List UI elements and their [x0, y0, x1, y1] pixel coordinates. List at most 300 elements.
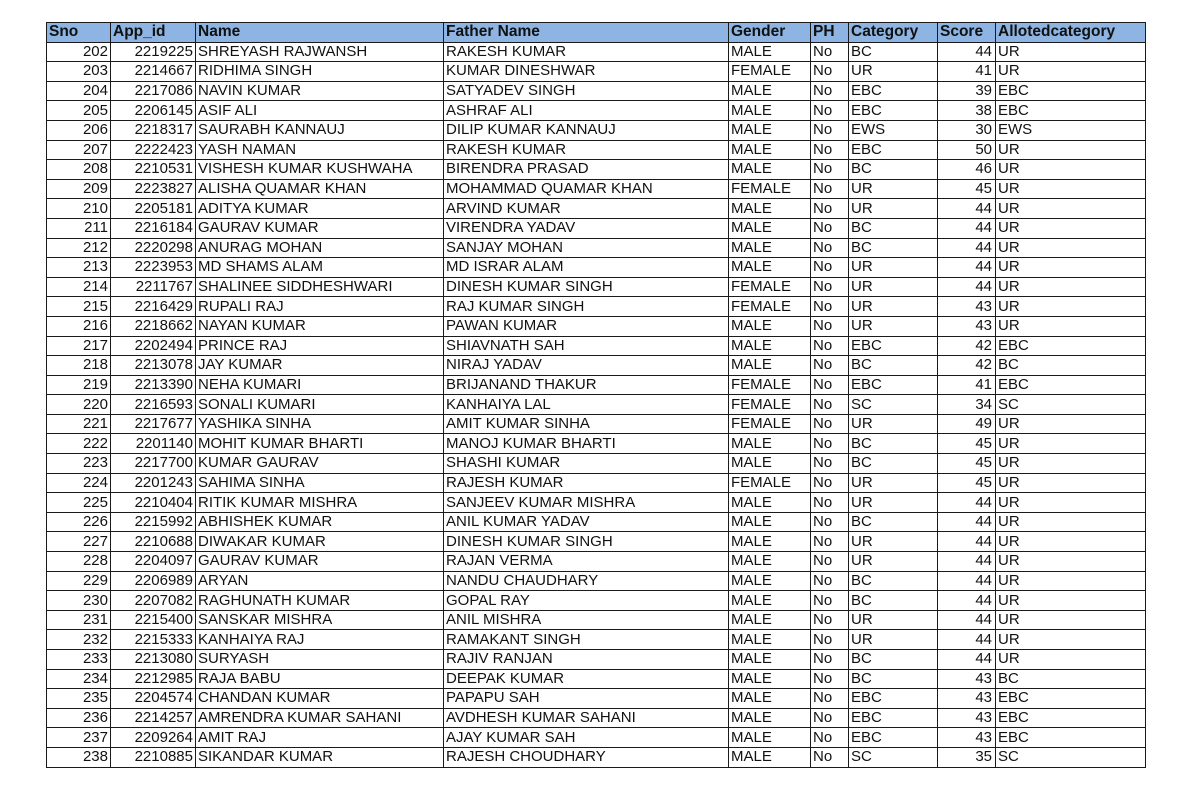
category-cell: BC [849, 218, 938, 238]
table-row [47, 120, 1146, 140]
father-name-cell: PAWAN KUMAR [444, 316, 729, 336]
name-cell: AMRENDRA KUMAR SAHANI [196, 708, 444, 728]
name-cell: ABHISHEK KUMAR [196, 512, 444, 532]
ph-cell: No [811, 669, 849, 689]
score-cell: 41 [938, 62, 996, 82]
app-id-cell: 2215333 [111, 630, 196, 650]
father-name-cell: DINESH KUMAR SINGH [444, 532, 729, 552]
name-cell: DIWAKAR KUMAR [196, 532, 444, 552]
father-name-cell: AJAY KUMAR SAH [444, 728, 729, 748]
table-row [47, 650, 1146, 670]
sno-cell: 210 [47, 199, 111, 219]
merit-list-table [46, 22, 1146, 768]
category-cell: EBC [849, 689, 938, 709]
father-name-cell: NANDU CHAUDHARY [444, 571, 729, 591]
name-cell: RUPALI RAJ [196, 297, 444, 317]
name-cell: SHREYASH RAJWANSH [196, 42, 444, 62]
name-cell: ADITYA KUMAR [196, 199, 444, 219]
ph-cell: No [811, 81, 849, 101]
app-id-cell: 2217677 [111, 414, 196, 434]
ph-cell: No [811, 316, 849, 336]
gender-cell: MALE [729, 669, 811, 689]
name-cell: GAURAV KUMAR [196, 218, 444, 238]
alloted-category-cell: UR [996, 454, 1146, 474]
name-cell: RITIK KUMAR MISHRA [196, 493, 444, 513]
app-id-cell: 2216184 [111, 218, 196, 238]
app-id-cell: 2214257 [111, 708, 196, 728]
father-name-cell: SANJEEV KUMAR MISHRA [444, 493, 729, 513]
category-cell: BC [849, 650, 938, 670]
app-id-cell: 2214667 [111, 62, 196, 82]
gender-cell: MALE [729, 532, 811, 552]
app-id-cell: 2207082 [111, 591, 196, 611]
app-id-cell: 2215400 [111, 610, 196, 630]
app-id-cell: 2206989 [111, 571, 196, 591]
gender-cell: MALE [729, 650, 811, 670]
ph-cell: No [811, 238, 849, 258]
score-cell: 30 [938, 120, 996, 140]
name-cell: GAURAV KUMAR [196, 552, 444, 572]
category-cell: BC [849, 454, 938, 474]
category-cell: UR [849, 414, 938, 434]
alloted-category-cell: UR [996, 62, 1146, 82]
father-name-cell: RAJ KUMAR SINGH [444, 297, 729, 317]
table-row [47, 140, 1146, 160]
sno-cell: 220 [47, 395, 111, 415]
table-row [47, 179, 1146, 199]
ph-cell: No [811, 375, 849, 395]
gender-cell: MALE [729, 356, 811, 376]
score-cell: 44 [938, 493, 996, 513]
father-name-cell: ARVIND KUMAR [444, 199, 729, 219]
app-id-cell: 2223827 [111, 179, 196, 199]
father-name-cell: ANIL MISHRA [444, 610, 729, 630]
column-header-name: Name [196, 23, 444, 43]
table-row [47, 591, 1146, 611]
table-row [47, 493, 1146, 513]
sno-cell: 204 [47, 81, 111, 101]
ph-cell: No [811, 493, 849, 513]
sno-cell: 231 [47, 610, 111, 630]
name-cell: CHANDAN KUMAR [196, 689, 444, 709]
name-cell: SONALI KUMARI [196, 395, 444, 415]
name-cell: RAGHUNATH KUMAR [196, 591, 444, 611]
sno-cell: 209 [47, 179, 111, 199]
alloted-category-cell: UR [996, 552, 1146, 572]
father-name-cell: BIRENDRA PRASAD [444, 160, 729, 180]
column-header-ph: PH [811, 23, 849, 43]
category-cell: BC [849, 669, 938, 689]
sno-cell: 227 [47, 532, 111, 552]
score-cell: 44 [938, 552, 996, 572]
table-row [47, 258, 1146, 278]
alloted-category-cell: UR [996, 591, 1146, 611]
app-id-cell: 2211767 [111, 277, 196, 297]
category-cell: BC [849, 356, 938, 376]
score-cell: 44 [938, 571, 996, 591]
sno-cell: 217 [47, 336, 111, 356]
column-header-category: Category [849, 23, 938, 43]
alloted-category-cell: UR [996, 258, 1146, 278]
category-cell: UR [849, 258, 938, 278]
table-row [47, 62, 1146, 82]
score-cell: 44 [938, 218, 996, 238]
app-id-cell: 2218662 [111, 316, 196, 336]
gender-cell: MALE [729, 42, 811, 62]
ph-cell: No [811, 728, 849, 748]
table-row [47, 532, 1146, 552]
sno-cell: 208 [47, 160, 111, 180]
table-row [47, 552, 1146, 572]
gender-cell: FEMALE [729, 414, 811, 434]
gender-cell: FEMALE [729, 277, 811, 297]
table-row [47, 708, 1146, 728]
score-cell: 39 [938, 81, 996, 101]
name-cell: SAHIMA SINHA [196, 473, 444, 493]
sno-cell: 212 [47, 238, 111, 258]
father-name-cell: DILIP KUMAR KANNAUJ [444, 120, 729, 140]
alloted-category-cell: UR [996, 650, 1146, 670]
name-cell: ASIF ALI [196, 101, 444, 121]
category-cell: EBC [849, 708, 938, 728]
father-name-cell: ASHRAF ALI [444, 101, 729, 121]
father-name-cell: RAKESH KUMAR [444, 140, 729, 160]
alloted-category-cell: UR [996, 630, 1146, 650]
gender-cell: FEMALE [729, 62, 811, 82]
score-cell: 43 [938, 689, 996, 709]
table-row [47, 238, 1146, 258]
category-cell: EBC [849, 101, 938, 121]
alloted-category-cell: UR [996, 473, 1146, 493]
category-cell: UR [849, 630, 938, 650]
score-cell: 41 [938, 375, 996, 395]
category-cell: UR [849, 610, 938, 630]
gender-cell: MALE [729, 238, 811, 258]
table-row [47, 610, 1146, 630]
gender-cell: MALE [729, 316, 811, 336]
app-id-cell: 2223953 [111, 258, 196, 278]
alloted-category-cell: UR [996, 297, 1146, 317]
ph-cell: No [811, 199, 849, 219]
score-cell: 45 [938, 434, 996, 454]
father-name-cell: MANOJ KUMAR BHARTI [444, 434, 729, 454]
category-cell: EWS [849, 120, 938, 140]
app-id-cell: 2216593 [111, 395, 196, 415]
app-id-cell: 2217700 [111, 454, 196, 474]
father-name-cell: KANHAIYA LAL [444, 395, 729, 415]
alloted-category-cell: SC [996, 747, 1146, 767]
table-row [47, 160, 1146, 180]
score-cell: 35 [938, 747, 996, 767]
alloted-category-cell: UR [996, 571, 1146, 591]
category-cell: BC [849, 571, 938, 591]
score-cell: 46 [938, 160, 996, 180]
app-id-cell: 2218317 [111, 120, 196, 140]
score-cell: 44 [938, 42, 996, 62]
gender-cell: MALE [729, 140, 811, 160]
app-id-cell: 2213080 [111, 650, 196, 670]
ph-cell: No [811, 630, 849, 650]
table-row [47, 218, 1146, 238]
father-name-cell: ANIL KUMAR YADAV [444, 512, 729, 532]
category-cell: UR [849, 199, 938, 219]
app-id-cell: 2212985 [111, 669, 196, 689]
table-row [47, 473, 1146, 493]
sno-cell: 218 [47, 356, 111, 376]
category-cell: SC [849, 395, 938, 415]
ph-cell: No [811, 454, 849, 474]
table-row [47, 512, 1146, 532]
score-cell: 44 [938, 591, 996, 611]
alloted-category-cell: BC [996, 356, 1146, 376]
ph-cell: No [811, 258, 849, 278]
category-cell: UR [849, 493, 938, 513]
app-id-cell: 2210688 [111, 532, 196, 552]
score-cell: 44 [938, 258, 996, 278]
gender-cell: FEMALE [729, 375, 811, 395]
father-name-cell: RAMAKANT SINGH [444, 630, 729, 650]
score-cell: 43 [938, 316, 996, 336]
table-row [47, 454, 1146, 474]
gender-cell: MALE [729, 708, 811, 728]
sno-cell: 233 [47, 650, 111, 670]
gender-cell: FEMALE [729, 395, 811, 415]
ph-cell: No [811, 218, 849, 238]
father-name-cell: AVDHESH KUMAR SAHANI [444, 708, 729, 728]
app-id-cell: 2202494 [111, 336, 196, 356]
gender-cell: MALE [729, 454, 811, 474]
name-cell: MD SHAMS ALAM [196, 258, 444, 278]
sno-cell: 224 [47, 473, 111, 493]
alloted-category-cell: UR [996, 610, 1146, 630]
alloted-category-cell: UR [996, 414, 1146, 434]
alloted-category-cell: UR [996, 42, 1146, 62]
father-name-cell: SHASHI KUMAR [444, 454, 729, 474]
score-cell: 38 [938, 101, 996, 121]
ph-cell: No [811, 689, 849, 709]
gender-cell: MALE [729, 689, 811, 709]
alloted-category-cell: UR [996, 532, 1146, 552]
category-cell: EBC [849, 336, 938, 356]
alloted-category-cell: UR [996, 160, 1146, 180]
score-cell: 44 [938, 512, 996, 532]
column-header-score: Score [938, 23, 996, 43]
table-row [47, 81, 1146, 101]
ph-cell: No [811, 610, 849, 630]
alloted-category-cell: EWS [996, 120, 1146, 140]
alloted-category-cell: EBC [996, 708, 1146, 728]
sno-cell: 216 [47, 316, 111, 336]
sno-cell: 236 [47, 708, 111, 728]
score-cell: 43 [938, 708, 996, 728]
alloted-category-cell: UR [996, 179, 1146, 199]
sno-cell: 223 [47, 454, 111, 474]
gender-cell: MALE [729, 591, 811, 611]
score-cell: 50 [938, 140, 996, 160]
category-cell: UR [849, 473, 938, 493]
app-id-cell: 2201243 [111, 473, 196, 493]
score-cell: 43 [938, 669, 996, 689]
alloted-category-cell: EBC [996, 375, 1146, 395]
category-cell: UR [849, 297, 938, 317]
alloted-category-cell: EBC [996, 81, 1146, 101]
name-cell: RIDHIMA SINGH [196, 62, 444, 82]
name-cell: YASH NAMAN [196, 140, 444, 160]
alloted-category-cell: UR [996, 238, 1146, 258]
table-row [47, 277, 1146, 297]
category-cell: UR [849, 277, 938, 297]
category-cell: BC [849, 591, 938, 611]
sno-cell: 237 [47, 728, 111, 748]
gender-cell: MALE [729, 552, 811, 572]
gender-cell: MALE [729, 120, 811, 140]
app-id-cell: 2205181 [111, 199, 196, 219]
category-cell: EBC [849, 728, 938, 748]
score-cell: 44 [938, 630, 996, 650]
sno-cell: 207 [47, 140, 111, 160]
ph-cell: No [811, 395, 849, 415]
ph-cell: No [811, 120, 849, 140]
gender-cell: MALE [729, 434, 811, 454]
gender-cell: FEMALE [729, 473, 811, 493]
ph-cell: No [811, 101, 849, 121]
ph-cell: No [811, 179, 849, 199]
sno-cell: 225 [47, 493, 111, 513]
father-name-cell: GOPAL RAY [444, 591, 729, 611]
alloted-category-cell: BC [996, 669, 1146, 689]
category-cell: UR [849, 179, 938, 199]
sno-cell: 230 [47, 591, 111, 611]
alloted-category-cell: UR [996, 316, 1146, 336]
name-cell: YASHIKA SINHA [196, 414, 444, 434]
name-cell: KANHAIYA RAJ [196, 630, 444, 650]
sno-cell: 221 [47, 414, 111, 434]
score-cell: 49 [938, 414, 996, 434]
sno-cell: 234 [47, 669, 111, 689]
category-cell: BC [849, 512, 938, 532]
ph-cell: No [811, 434, 849, 454]
ph-cell: No [811, 591, 849, 611]
app-id-cell: 2217086 [111, 81, 196, 101]
sno-cell: 232 [47, 630, 111, 650]
father-name-cell: NIRAJ YADAV [444, 356, 729, 376]
table-body [47, 42, 1146, 767]
app-id-cell: 2201140 [111, 434, 196, 454]
ph-cell: No [811, 356, 849, 376]
category-cell: BC [849, 42, 938, 62]
sno-cell: 211 [47, 218, 111, 238]
father-name-cell: PAPAPU SAH [444, 689, 729, 709]
gender-cell: MALE [729, 512, 811, 532]
name-cell: ANURAG MOHAN [196, 238, 444, 258]
name-cell: PRINCE RAJ [196, 336, 444, 356]
ph-cell: No [811, 747, 849, 767]
score-cell: 44 [938, 238, 996, 258]
father-name-cell: KUMAR DINESHWAR [444, 62, 729, 82]
sno-cell: 226 [47, 512, 111, 532]
father-name-cell: DINESH KUMAR SINGH [444, 277, 729, 297]
gender-cell: FEMALE [729, 297, 811, 317]
father-name-cell: RAJESH KUMAR [444, 473, 729, 493]
name-cell: JAY KUMAR [196, 356, 444, 376]
score-cell: 42 [938, 356, 996, 376]
category-cell: UR [849, 62, 938, 82]
column-header-sno: Sno [47, 23, 111, 43]
ph-cell: No [811, 297, 849, 317]
name-cell: MOHIT KUMAR BHARTI [196, 434, 444, 454]
alloted-category-cell: SC [996, 395, 1146, 415]
father-name-cell: RAKESH KUMAR [444, 42, 729, 62]
father-name-cell: RAJESH CHOUDHARY [444, 747, 729, 767]
alloted-category-cell: UR [996, 434, 1146, 454]
category-cell: EBC [849, 140, 938, 160]
table-row [47, 42, 1146, 62]
father-name-cell: AMIT KUMAR SINHA [444, 414, 729, 434]
gender-cell: FEMALE [729, 179, 811, 199]
alloted-category-cell: UR [996, 218, 1146, 238]
name-cell: RAJA BABU [196, 669, 444, 689]
ph-cell: No [811, 571, 849, 591]
alloted-category-cell: EBC [996, 728, 1146, 748]
table-row [47, 434, 1146, 454]
father-name-cell: DEEPAK KUMAR [444, 669, 729, 689]
table-row [47, 395, 1146, 415]
score-cell: 44 [938, 199, 996, 219]
sno-cell: 214 [47, 277, 111, 297]
app-id-cell: 2213078 [111, 356, 196, 376]
category-cell: BC [849, 434, 938, 454]
name-cell: SHALINEE SIDDHESHWARI [196, 277, 444, 297]
app-id-cell: 2204097 [111, 552, 196, 572]
score-cell: 44 [938, 532, 996, 552]
app-id-cell: 2204574 [111, 689, 196, 709]
category-cell: UR [849, 316, 938, 336]
score-cell: 43 [938, 297, 996, 317]
name-cell: SAURABH KANNAUJ [196, 120, 444, 140]
alloted-category-cell: UR [996, 140, 1146, 160]
alloted-category-cell: UR [996, 199, 1146, 219]
sno-cell: 203 [47, 62, 111, 82]
score-cell: 44 [938, 610, 996, 630]
score-cell: 43 [938, 728, 996, 748]
ph-cell: No [811, 140, 849, 160]
gender-cell: MALE [729, 218, 811, 238]
category-cell: UR [849, 552, 938, 572]
alloted-category-cell: EBC [996, 336, 1146, 356]
table-row [47, 669, 1146, 689]
alloted-category-cell: UR [996, 512, 1146, 532]
ph-cell: No [811, 650, 849, 670]
table-row [47, 375, 1146, 395]
ph-cell: No [811, 277, 849, 297]
name-cell: SANSKAR MISHRA [196, 610, 444, 630]
father-name-cell: SANJAY MOHAN [444, 238, 729, 258]
table-row [47, 414, 1146, 434]
ph-cell: No [811, 552, 849, 572]
father-name-cell: SHIAVNATH SAH [444, 336, 729, 356]
sno-cell: 228 [47, 552, 111, 572]
table-row [47, 630, 1146, 650]
father-name-cell: RAJAN VERMA [444, 552, 729, 572]
gender-cell: MALE [729, 493, 811, 513]
father-name-cell: MOHAMMAD QUAMAR KHAN [444, 179, 729, 199]
app-id-cell: 2222423 [111, 140, 196, 160]
score-cell: 45 [938, 473, 996, 493]
father-name-cell: VIRENDRA YADAV [444, 218, 729, 238]
sno-cell: 219 [47, 375, 111, 395]
category-cell: EBC [849, 81, 938, 101]
father-name-cell: RAJIV RANJAN [444, 650, 729, 670]
